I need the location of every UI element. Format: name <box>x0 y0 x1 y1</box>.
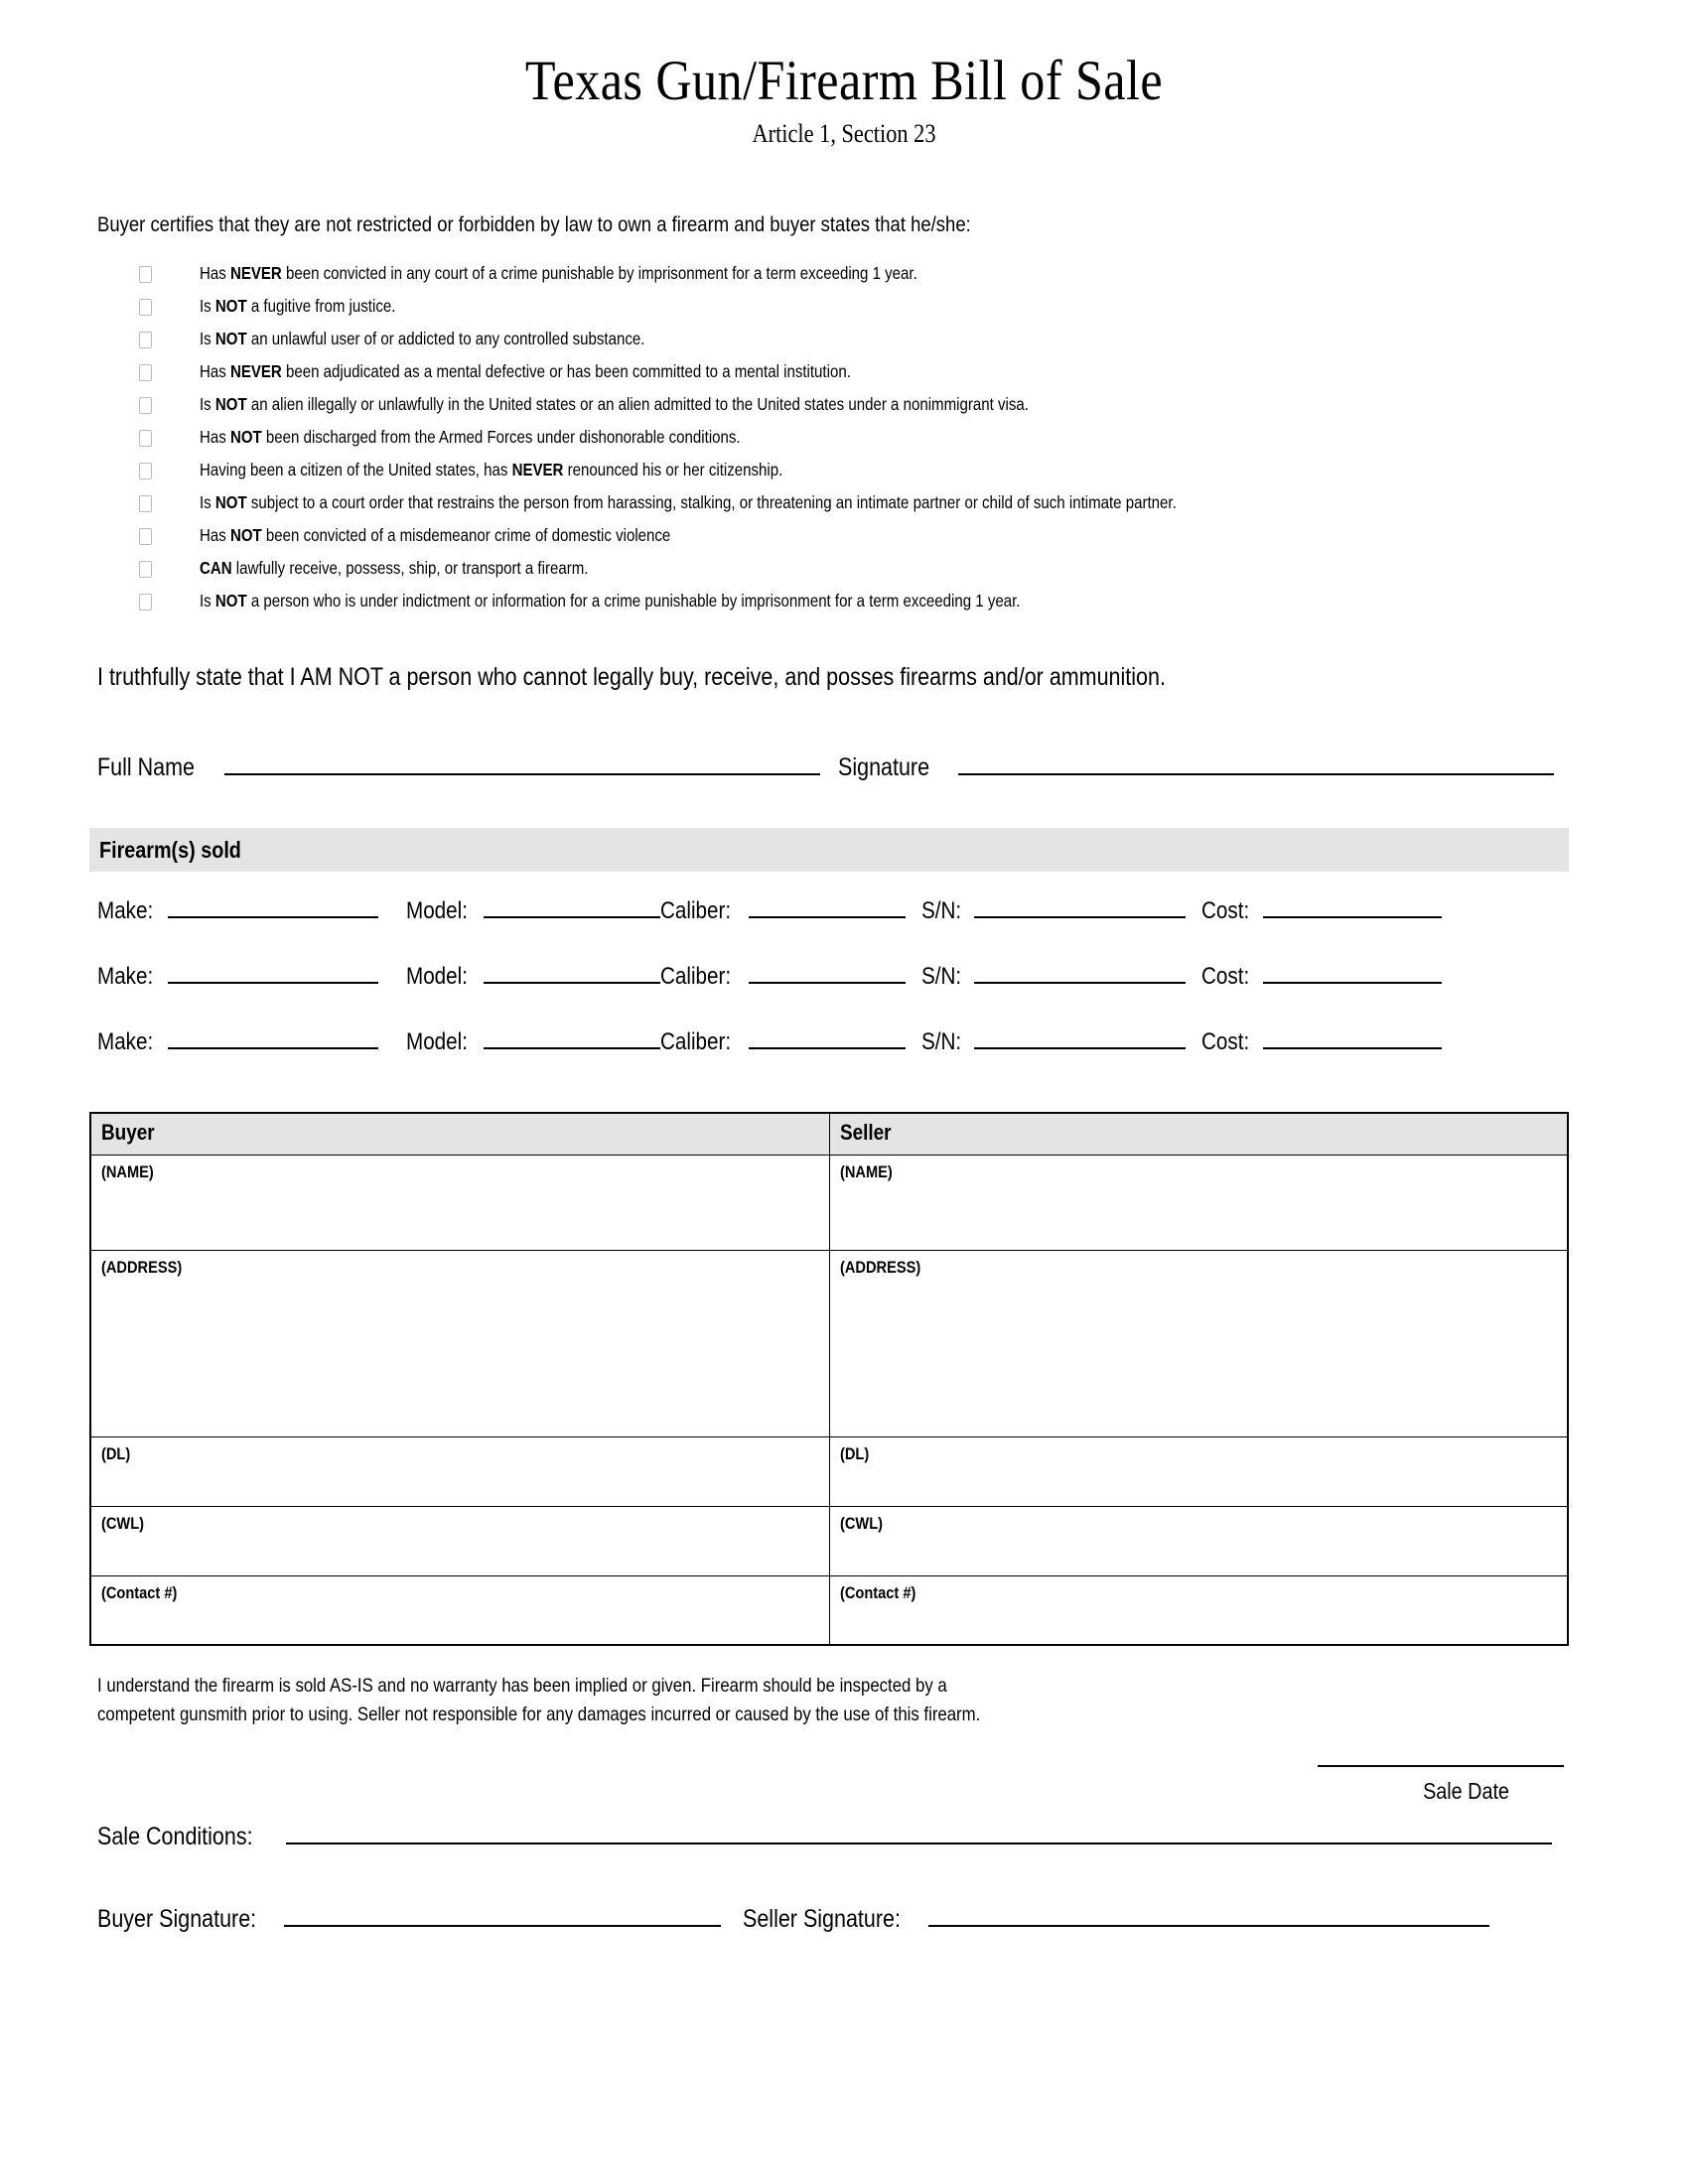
seller-dl-cell[interactable] <box>829 1436 1568 1506</box>
firearm-cost-input-line[interactable] <box>1263 916 1442 918</box>
checklist-item <box>139 361 1688 394</box>
seller-address-cell[interactable] <box>829 1250 1568 1436</box>
table-row <box>90 1155 1568 1250</box>
field-label: (Contact #) <box>101 1582 178 1602</box>
table-row <box>90 1575 1568 1645</box>
table-row <box>90 1506 1568 1575</box>
firearm-cost-label: Cost: <box>1200 1028 1249 1056</box>
sale-date-label: Sale Date <box>1423 1777 1509 1804</box>
firearms-section-heading: Firearm(s) sold <box>99 836 241 863</box>
checklist-item-label: Is NOT an unlawful user of or addicted to any controlled substance. <box>200 329 645 349</box>
checklist-item-label: Is NOT subject to a court order that restrains the person from harassing, stalking, or threatening an intimate partner or child of such intimate partner. <box>200 492 1177 513</box>
table-header-buyer: Buyer <box>90 1113 829 1155</box>
seller-signature-label: Seller Signature: <box>743 1904 902 1933</box>
checklist-item-label: Has NOT been convicted of a misdemeanor crime of domestic violence <box>200 525 671 546</box>
firearm-model-input-line[interactable] <box>484 916 660 918</box>
checkbox-icon[interactable] <box>139 397 152 414</box>
field-label: (CWL) <box>101 1513 145 1533</box>
as-is-disclaimer <box>97 1672 1688 1728</box>
checklist-item-label: Has NEVER been convicted in any court of a crime punishable by imprisonment for a term exceeding 1 year. <box>200 263 917 284</box>
buyer-address-cell[interactable] <box>90 1250 829 1436</box>
intro-text: Buyer certifies that they are not restricted or forbidden by law to own a firearm and buyer states that he/she: <box>97 212 971 237</box>
firearm-make-input-line[interactable] <box>168 1047 378 1049</box>
firearm-model-label: Model: <box>406 963 469 991</box>
firearm-make-label: Make: <box>97 1028 154 1056</box>
firearm-model-input-line[interactable] <box>484 982 660 984</box>
firearm-model-label: Model: <box>406 1028 469 1056</box>
firearm-cost-input-line[interactable] <box>1263 1047 1442 1049</box>
table-row <box>90 1436 1568 1506</box>
field-label: (DL) <box>101 1443 131 1463</box>
buyer-seller-table <box>89 1112 1569 1646</box>
checklist-item-label: Is NOT a fugitive from justice. <box>200 296 396 317</box>
firearm-serial-input-line[interactable] <box>974 1047 1186 1049</box>
seller-cwl-cell[interactable] <box>829 1506 1568 1575</box>
checklist-item-label: Is NOT an alien illegally or unlawfully in the United states or an alien admitted to the United states under a nonimmigrant visa. <box>200 394 1029 415</box>
firearm-caliber-label: Caliber: <box>660 1028 732 1056</box>
firearm-caliber-label: Caliber: <box>660 897 732 925</box>
checklist-item <box>139 558 1688 591</box>
firearm-cost-label: Cost: <box>1200 963 1249 991</box>
checklist-item <box>139 263 1688 296</box>
seller-name-cell[interactable] <box>829 1155 1568 1250</box>
checklist-item <box>139 296 1688 329</box>
field-label: (NAME) <box>839 1161 893 1181</box>
checklist-item <box>139 427 1688 460</box>
firearm-cost-label: Cost: <box>1200 897 1249 925</box>
sale-conditions-input-line[interactable] <box>286 1843 1552 1844</box>
field-label: (NAME) <box>101 1161 154 1181</box>
buyer-cwl-cell[interactable] <box>90 1506 829 1575</box>
firearm-serial-label: S/N: <box>921 963 962 991</box>
firearm-caliber-label: Caliber: <box>660 963 732 991</box>
checkbox-icon[interactable] <box>139 430 152 447</box>
firearm-caliber-input-line[interactable] <box>749 916 906 918</box>
firearm-serial-label: S/N: <box>921 1028 962 1056</box>
firearm-model-label: Model: <box>406 897 469 925</box>
firearm-entry-row <box>97 897 1688 963</box>
checkbox-icon[interactable] <box>139 332 152 348</box>
signature-row <box>97 1905 1688 1934</box>
sale-date-block <box>0 1754 1564 1805</box>
signature-label: Signature <box>837 753 929 782</box>
firearm-make-label: Make: <box>97 897 154 925</box>
signature-input-line[interactable] <box>958 773 1554 775</box>
checklist-item <box>139 460 1688 492</box>
certification-checklist <box>139 263 1688 623</box>
field-label: (Contact #) <box>839 1582 915 1602</box>
buyer-contact-cell[interactable] <box>90 1575 829 1645</box>
firearm-make-input-line[interactable] <box>168 982 378 984</box>
checkbox-icon[interactable] <box>139 299 152 316</box>
table-header-seller: Seller <box>829 1113 1568 1155</box>
firearm-model-input-line[interactable] <box>484 1047 660 1049</box>
checklist-item-label: Has NEVER been adjudicated as a mental defective or has been committed to a mental institution. <box>200 361 851 382</box>
field-label: (DL) <box>839 1443 869 1463</box>
truthful-statement-text: I truthfully state that I AM NOT a person who cannot legally buy, receive, and posses firearms and/or ammunition. <box>97 663 1166 692</box>
sale-conditions-row <box>97 1823 1688 1851</box>
checkbox-icon[interactable] <box>139 266 152 283</box>
checklist-item <box>139 394 1688 427</box>
checklist-item-label: CAN lawfully receive, possess, ship, or transport a firearm. <box>200 558 589 579</box>
firearm-serial-input-line[interactable] <box>974 916 1186 918</box>
checklist-item <box>139 591 1688 623</box>
title-block <box>0 0 1688 149</box>
firearm-entry-row <box>97 963 1688 1028</box>
checkbox-icon[interactable] <box>139 495 152 512</box>
intro-paragraph <box>97 212 1688 237</box>
buyer-signature-input-line[interactable] <box>284 1925 721 1927</box>
as-is-line-1: I understand the firearm is sold AS-IS and no warranty has been implied or given. Firearm should be inspected by a <box>97 1675 947 1698</box>
checkbox-icon[interactable] <box>139 463 152 479</box>
firearm-entry-row <box>97 1028 1688 1094</box>
firearm-serial-label: S/N: <box>921 897 962 925</box>
truthful-statement <box>97 663 1688 692</box>
field-label: (CWL) <box>839 1513 883 1533</box>
field-label: (ADDRESS) <box>839 1257 920 1277</box>
firearm-make-input-line[interactable] <box>168 916 378 918</box>
table-header-row <box>90 1113 1568 1155</box>
firearms-section-header <box>89 828 1569 872</box>
page-title: Texas Gun/Firearm Bill of Sale <box>524 50 1164 112</box>
sale-date-input-line[interactable] <box>1318 1765 1564 1767</box>
buyer-dl-cell[interactable] <box>90 1436 829 1506</box>
full-name-label: Full Name <box>97 753 195 782</box>
field-label: (ADDRESS) <box>101 1257 183 1277</box>
checkbox-icon[interactable] <box>139 528 152 545</box>
checklist-item-label: Has NOT been discharged from the Armed Forces under dishonorable conditions. <box>200 427 741 448</box>
buyer-name-cell[interactable] <box>90 1155 829 1250</box>
as-is-line-2: competent gunsmith prior to using. Seller not responsible for any damages incurred or caused by the use of this firearm. <box>97 1703 981 1725</box>
firearm-caliber-input-line[interactable] <box>749 982 906 984</box>
page-subtitle: Article 1, Section 23 <box>752 119 936 149</box>
checklist-item <box>139 525 1688 558</box>
seller-contact-cell[interactable] <box>829 1575 1568 1645</box>
checklist-item <box>139 329 1688 361</box>
buyer-signature-label: Buyer Signature: <box>97 1904 257 1933</box>
firearm-make-label: Make: <box>97 963 154 991</box>
checklist-item-label: Is NOT a person who is under indictment or information for a crime punishable by imprisonment for a term exceeding 1 year. <box>200 591 1021 612</box>
full-name-input-line[interactable] <box>224 773 820 775</box>
name-signature-row <box>97 753 1688 782</box>
checklist-item <box>139 492 1688 525</box>
firearm-caliber-input-line[interactable] <box>749 1047 906 1049</box>
seller-signature-input-line[interactable] <box>928 1925 1489 1927</box>
checklist-item-label: Having been a citizen of the United states, has NEVER renounced his or her citizenship. <box>200 460 783 480</box>
sale-conditions-label: Sale Conditions: <box>97 1822 253 1850</box>
checkbox-icon[interactable] <box>139 594 152 611</box>
checkbox-icon[interactable] <box>139 364 152 381</box>
firearm-serial-input-line[interactable] <box>974 982 1186 984</box>
table-row <box>90 1250 1568 1436</box>
firearm-cost-input-line[interactable] <box>1263 982 1442 984</box>
firearm-entry-rows <box>97 897 1688 1094</box>
checkbox-icon[interactable] <box>139 561 152 578</box>
